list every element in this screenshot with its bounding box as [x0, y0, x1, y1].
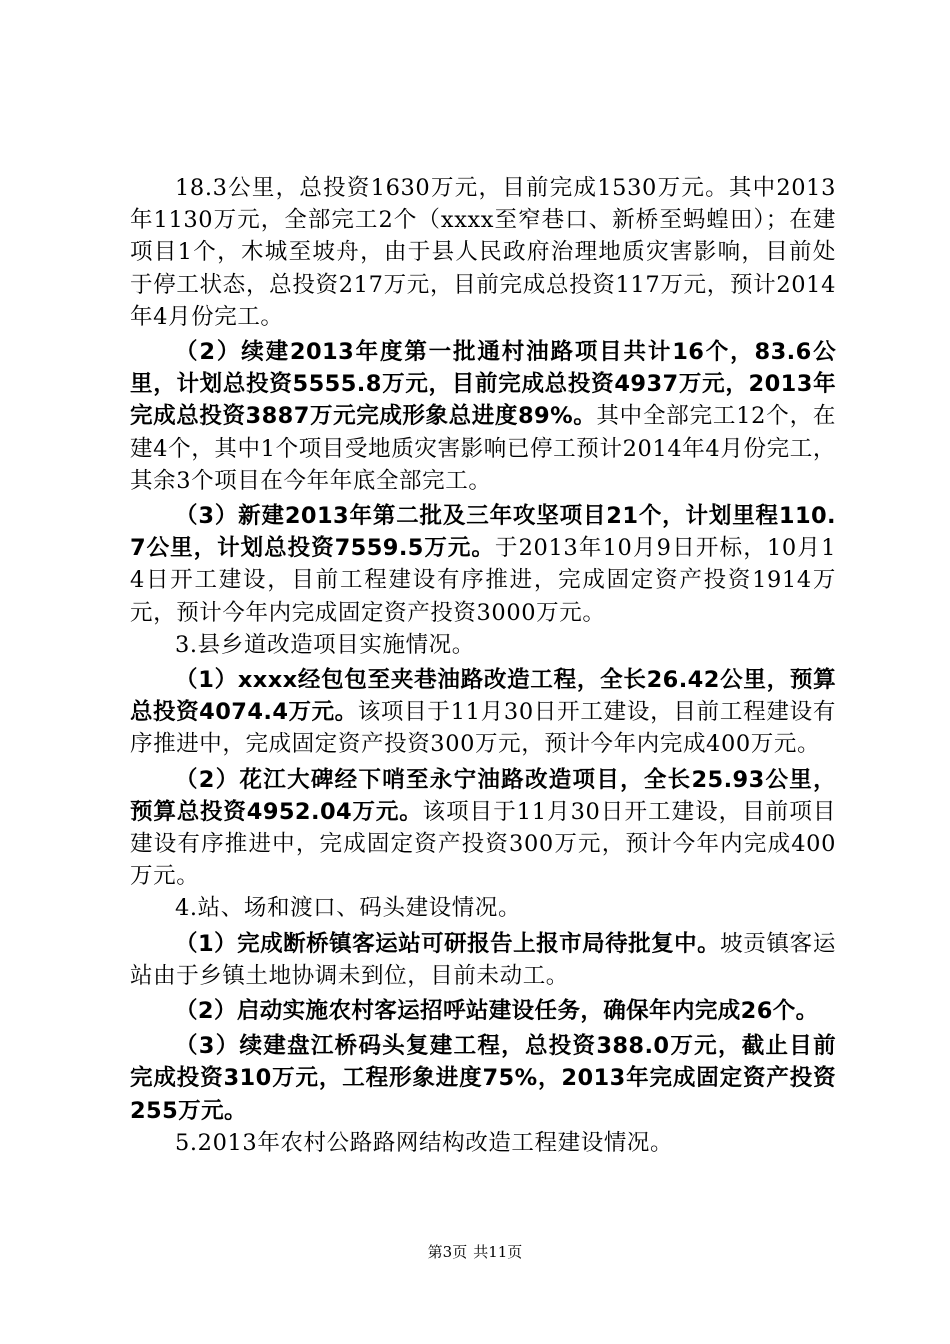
paragraph-text: 坡贡镇客运站由于乡镇土地协调未到位，目前未动工。: [130, 930, 836, 989]
page-footer: [0, 1242, 950, 1262]
paragraph-text: 5.2013年农村公路路网结构改造工程建设情况。: [175, 1129, 674, 1156]
paragraph-text: 4.站、场和渡口、码头建设情况。: [175, 895, 522, 922]
paragraph-new-second-batch-projects: [130, 500, 836, 629]
paragraph-bold-text: （1）xxxx经包包至夹巷油路改造工程，全长26.42公里，预算总投资4074.4万元。: [130, 667, 836, 726]
section-heading-road-network-renovation: [130, 1127, 836, 1159]
paragraph-baobao-jiaxiang-road: [130, 664, 836, 761]
paragraph-text: 该项目于11月30日开工建设，目前项目建设有序推进中，完成固定资产投资300万元，预计今年内完成400万元。: [130, 798, 836, 890]
paragraph-text: （3）续建盘江桥码头复建工程，总投资388.0万元，截止目前完成投资310万元，工程形象进度75%，2013年完成固定资产投资255万元。: [130, 1033, 836, 1124]
section-heading-county-township-roads: [130, 629, 836, 661]
paragraph-bold-text: （2）续建2013年度第一批通村油路项目共计16个，83.6公里，计划总投资5555.8万元，目前完成总投资4937万元，2013年完成总投资3887万元完成形象总进度89%。: [130, 339, 836, 430]
page-total: 共11页: [473, 1243, 523, 1261]
page-number: 第3页: [427, 1243, 468, 1261]
paragraph-text: 该项目于11月30日开工建设，目前工程建设有序推进中，完成固定资产投资300万元，预计今年内完成400万元。: [130, 699, 836, 758]
paragraph-text: 其中全部完工12个，在建4个，其中1个项目受地质灾害影响已停工预计2014年4月份完工，其余3个项目在今年年底全部完工。: [130, 403, 837, 494]
paragraph-text: 3.县乡道改造项目实施情况。: [175, 631, 475, 658]
section-heading-stations-docks: [130, 892, 836, 924]
paragraph-bold-text: （1）完成断桥镇客运站可研报告上报市局待批复中。: [175, 930, 721, 957]
paragraph-text: （2）启动实施农村客运招呼站建设任务，确保年内完成26个。: [175, 998, 819, 1025]
paragraph-rural-bus-stops: [130, 995, 836, 1027]
paragraph-text: 18.3公里，总投资1630万元，目前完成1530万元。其中2013年1130万元，全部完工2个（xxxx至窄巷口、新桥至蚂蝗田）；在建项目1个，木城至坡舟，由于县人民政府治理地质灾害影响，目前处于停工状态，总投资217万元，目前完成总投资117万元，预计2014年4月份完工。: [130, 175, 836, 330]
paragraph-duanqiao-bus-station: [130, 928, 836, 992]
paragraph-bold-text: （2）花江大碑经下哨至永宁油路改造项目，全长25.93公里，预算总投资4952.04万元。: [130, 766, 836, 825]
paragraph-text: 于2013年10月9日开标，10月14日开工建设，目前工程建设有序推进，完成固定资产投资1914万元，预计今年内完成固定资产投资3000万元。: [130, 535, 837, 626]
paragraph-continued-village-roads: [130, 336, 836, 497]
paragraph-panjiangqiao-dock: [130, 1030, 836, 1127]
paragraph-rural-road-first-batch-summary: [130, 172, 836, 333]
paragraph-huajiang-yongning-road: [130, 764, 836, 893]
paragraph-bold-text: （3）新建2013年第二批及三年攻坚项目21个，计划里程110.7公里，计划总投资7559.5万元。: [130, 503, 836, 562]
document-body: [130, 172, 836, 1159]
